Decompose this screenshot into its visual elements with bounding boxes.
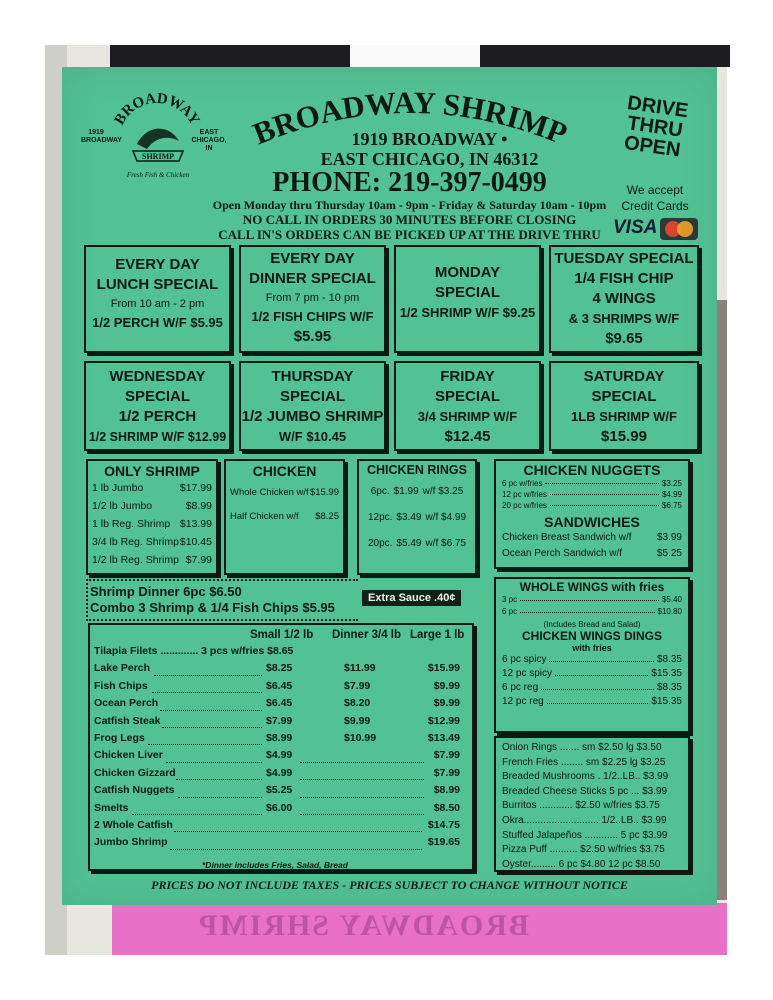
menu-item: 1/2 lb Reg. Shrimp $7.99 bbox=[92, 554, 212, 566]
drive-thru-open-label: DRIVE THRU OPEN bbox=[622, 92, 690, 162]
table-row: Chicken Gizzard $4.99 $7.99 bbox=[94, 766, 460, 779]
svg-text:SHRIMP: SHRIMP bbox=[142, 152, 174, 161]
monday-special-box bbox=[394, 245, 541, 353]
side-item: Breaded Mushrooms . 1/2..LB.. $3.99 bbox=[502, 771, 669, 783]
special-title: SATURDAY bbox=[583, 368, 665, 385]
special-item: 1/2 JUMBO SHRIMP bbox=[241, 408, 384, 425]
saturday-special-box bbox=[549, 361, 699, 451]
menu-item: 12 pc spicy $15.35 bbox=[502, 668, 682, 679]
menu-item: 20 pc w/fries $6.75 bbox=[502, 501, 682, 510]
menu-item: 6 pc reg $8.35 bbox=[502, 682, 682, 693]
side-item: Pizza Puff .......... $2.50 w/fries $3.75 bbox=[502, 844, 665, 856]
menu-item: Ocean Perch Sandwich w/f $5.25 bbox=[502, 548, 682, 559]
nuggets-panel bbox=[494, 459, 690, 569]
table-row: Lake Perch $8.25 $11.99 $15.99 bbox=[94, 662, 460, 675]
table-row: Jumbo Shrimp $19.65 bbox=[94, 836, 460, 849]
pink-flyer-text: BROADWAY SHRIMP bbox=[197, 909, 529, 942]
special-offer: W/F $10.45 bbox=[278, 429, 347, 444]
special-title: EVERY DAY bbox=[270, 250, 355, 267]
col-header-large: Large 1 lb bbox=[410, 629, 465, 641]
menu-item: 6 pc w/fries $3.25 bbox=[502, 479, 682, 488]
special-price: $15.99 bbox=[601, 428, 647, 445]
visa-logo: VISA bbox=[613, 217, 658, 238]
menu-item: 3 pc $5.40 bbox=[502, 595, 682, 604]
menu-item: 1 lb Reg. Shrimp $13.99 bbox=[92, 518, 212, 530]
special-offer: 1/2 SHRIMP W/F $12.99 bbox=[88, 430, 227, 444]
svg-text:BROADWAY SHRIMP: BROADWAY SHRIMP bbox=[248, 85, 573, 152]
wings-includes-note: (Includes Bread and Salad) bbox=[543, 620, 641, 629]
wednesday-special-box bbox=[84, 361, 231, 451]
table-row: Catfish Steak $7.99 $9.99 $12.99 bbox=[94, 714, 460, 727]
price-disclaimer: PRICES DO NOT INCLUDE TAXES - PRICES SUBJECT TO CHANGE WITHOUT NOTICE bbox=[151, 878, 628, 892]
menu-item: 6 pc $10.80 bbox=[502, 607, 682, 616]
panel-title: ONLY SHRIMP bbox=[104, 463, 200, 479]
menu-item: 3/4 lb Reg. Shrimp $10.45 bbox=[92, 536, 212, 548]
special-title: WEDNESDAY bbox=[109, 368, 206, 385]
special-item: 1LB SHRIMP W/F bbox=[571, 409, 677, 424]
fish-price-table bbox=[94, 645, 460, 854]
pickup-notice: CALL IN'S ORDERS CAN BE PICKED UP AT THE DRIVE THRU bbox=[218, 227, 601, 242]
special-time: From 10 am - 2 pm bbox=[110, 298, 205, 310]
dings-subtitle: with fries bbox=[572, 643, 612, 653]
special-subtitle: SPECIAL bbox=[434, 284, 500, 301]
table-row: Chicken Liver $4.99 $7.99 bbox=[94, 749, 460, 762]
svg-text:BROADWAY: BROADWAY bbox=[111, 90, 203, 128]
menu-item: Whole Chicken w/f $15.99 bbox=[230, 487, 339, 498]
special-price: $9.65 bbox=[605, 330, 643, 347]
sides-panel bbox=[494, 736, 690, 872]
panel-title: WHOLE WINGS with fries bbox=[519, 580, 665, 594]
phone-number: PHONE: 219-397-0499 bbox=[272, 167, 547, 198]
table-row: Fish Chips $6.45 $7.99 $9.99 bbox=[94, 679, 460, 692]
special-title: THURSDAY bbox=[271, 368, 354, 385]
menu-item: 6pc. $1.99 w/f $3.25 bbox=[370, 486, 464, 497]
address-street: 1919 BROADWAY • bbox=[351, 129, 508, 149]
special-offer: & 3 SHRIMPS W/F bbox=[568, 311, 680, 326]
side-item: Burritos ............ $2.50 w/fries $3.75 bbox=[502, 800, 660, 812]
panel-title: CHICKEN bbox=[252, 463, 317, 479]
menu-item: 1 lb Jumbo $17.99 bbox=[92, 482, 212, 494]
special-item: 1/4 FISH CHIP bbox=[574, 270, 674, 287]
special-item: 1/2 PERCH bbox=[118, 408, 197, 425]
special-title: TUESDAY SPECIAL bbox=[554, 250, 694, 267]
table-row: Catfish Nuggets $5.25 $8.99 bbox=[94, 784, 460, 797]
menu-item: Chicken Breast Sandwich w/f $3.99 bbox=[502, 532, 682, 543]
special-title: EVERY DAY bbox=[115, 256, 200, 273]
table-row: Ocean Perch $6.45 $8.20 $9.99 bbox=[94, 697, 460, 710]
pink-flyer-behind bbox=[112, 903, 727, 955]
menu-item: 20pc. $5.49 w/f $6.75 bbox=[367, 538, 467, 549]
side-item: Okra........................... 1/2..LB.. $3.99 bbox=[502, 814, 667, 826]
special-subtitle: SPECIAL bbox=[124, 388, 190, 405]
special-item: 3/4 SHRIMP W/F bbox=[417, 409, 518, 424]
window-glare bbox=[350, 45, 480, 67]
side-item: Oyster......... 6 pc $4.80 12 pc $8.50 bbox=[502, 858, 661, 870]
side-item: Onion Rings ....... sm $2.50 lg $3.50 bbox=[502, 742, 662, 753]
call-in-notice: NO CALL IN ORDERS 30 MINUTES BEFORE CLOSING bbox=[242, 212, 577, 227]
chicken-panel bbox=[224, 459, 345, 575]
special-price: $5.95 bbox=[293, 328, 332, 345]
side-item: Breaded Cheese Sticks 5 pc ... $3.99 bbox=[502, 785, 668, 797]
special-title: FRIDAY bbox=[440, 368, 495, 385]
extra-sauce-label: Extra Sauce .40¢ bbox=[362, 590, 461, 606]
special-subtitle: DINNER SPECIAL bbox=[249, 270, 376, 287]
menu-item: 12 pc w/fries $4.99 bbox=[502, 490, 682, 499]
logo-right-caption: EAST CHICAGO, IN bbox=[191, 129, 227, 152]
dinner-special-box bbox=[239, 245, 386, 353]
lunch-special-box bbox=[84, 245, 231, 353]
dings-title: CHICKEN WINGS DINGS bbox=[521, 629, 662, 643]
menu-flyer bbox=[62, 67, 717, 905]
menu-item: Half Chicken w/f $8.25 bbox=[230, 511, 339, 522]
special-subtitle: SPECIAL bbox=[279, 388, 345, 405]
only-shrimp-panel bbox=[86, 459, 218, 575]
side-item: Stuffed Jalapeños ............ 5 pc $3.99 bbox=[502, 829, 668, 841]
table-row: Smelts $6.00 $8.50 bbox=[94, 801, 460, 814]
table-row: 2 Whole Catfish $14.75 bbox=[94, 818, 460, 831]
menu-item: 12pc. $3.49 w/f $4.99 bbox=[367, 512, 467, 523]
svg-text:Fresh Fish & Chicken: Fresh Fish & Chicken bbox=[126, 171, 190, 179]
side-item: French Fries ........ sm $2.25 lg $3.25 bbox=[502, 756, 666, 768]
panel-title: CHICKEN NUGGETS bbox=[523, 462, 661, 478]
special-title: MONDAY bbox=[434, 264, 501, 281]
panel-title: CHICKEN RINGS bbox=[366, 463, 467, 477]
col-header-dinner: Dinner 3/4 lb bbox=[332, 629, 402, 641]
table-row: Frog Legs $8.99 $10.99 $13.49 bbox=[94, 731, 460, 744]
chicken-rings-panel bbox=[357, 459, 477, 575]
mastercard-icon bbox=[660, 218, 698, 240]
special-item: 4 WINGS bbox=[592, 290, 656, 307]
shrimp-dinner-offer: Shrimp Dinner 6pc $6.50 bbox=[90, 584, 242, 599]
special-offer: 1/2 FISH CHIPS W/F bbox=[251, 309, 374, 324]
tilapia-row: Tilapia Filets ............. 3 pcs w/fries $8.65 bbox=[94, 645, 294, 657]
credit-card-note: We accept Credit Cards bbox=[621, 183, 689, 213]
menu-item: 6 pc spicy $8.35 bbox=[502, 654, 682, 665]
sandwiches-title: SANDWICHES bbox=[544, 514, 640, 530]
menu-item: 12 pc reg $15.35 bbox=[502, 696, 682, 707]
special-subtitle: SPECIAL bbox=[591, 388, 657, 405]
dinner-includes-note: *Dinner includes Fries, Salad, Bread bbox=[202, 860, 348, 870]
menu-item: 1/2 lb Jumbo $8.99 bbox=[92, 500, 212, 512]
combo-offer: Combo 3 Shrimp & 1/4 Fish Chips $5.95 bbox=[90, 600, 335, 615]
opening-hours: Open Monday thru Thursday 10am - 9pm - Friday & Saturday 10am - 10pm bbox=[212, 198, 607, 212]
special-offer: 1/2 SHRIMP W/F $9.25 bbox=[399, 305, 536, 320]
col-header-small: Small 1/2 lb bbox=[250, 629, 314, 641]
special-price: $12.45 bbox=[444, 428, 491, 445]
tuesday-special-box bbox=[549, 245, 699, 353]
friday-special-box bbox=[394, 361, 541, 451]
thursday-special-box bbox=[239, 361, 386, 451]
special-offer: 1/2 PERCH W/F $5.95 bbox=[92, 315, 223, 330]
special-time: From 7 pm - 10 pm bbox=[265, 292, 360, 304]
wings-panel bbox=[494, 577, 690, 733]
special-subtitle: SPECIAL bbox=[434, 388, 500, 405]
special-subtitle: LUNCH SPECIAL bbox=[96, 276, 219, 293]
logo-left-caption: 1919 BROADWAY bbox=[81, 129, 122, 144]
address-city: EAST CHICAGO, IN 46312 bbox=[320, 149, 539, 169]
